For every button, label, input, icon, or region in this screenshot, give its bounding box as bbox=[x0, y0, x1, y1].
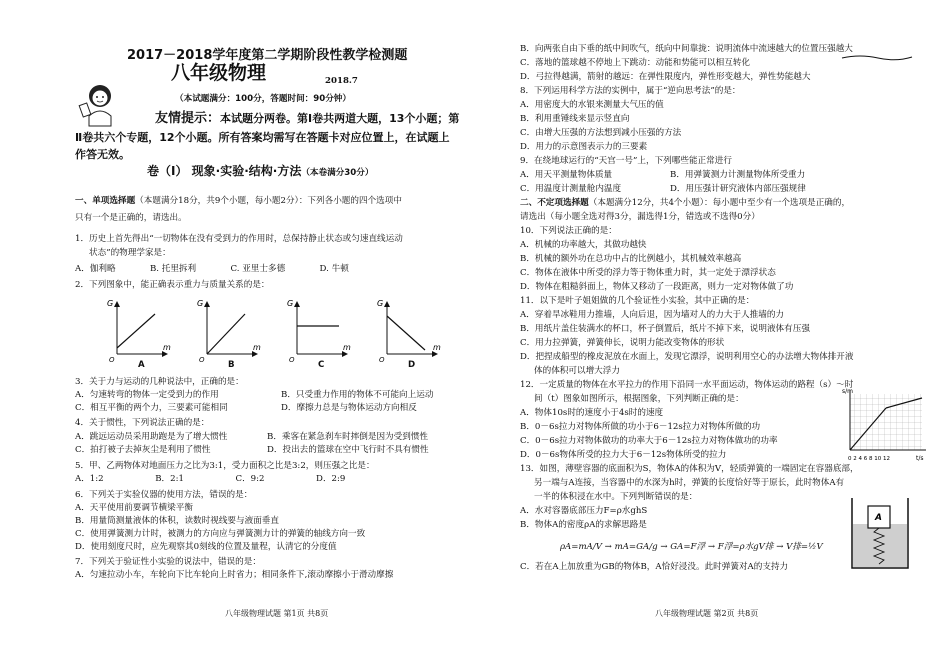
page-2-footer: 八年级物理试题 第2页 共8页 bbox=[655, 609, 759, 618]
q8-option-a: A．用密度大的水银来测量大气压的值 bbox=[520, 100, 664, 110]
graph-a-label: A bbox=[138, 360, 145, 370]
part-1-heading: 一、单项选择题（本题满分18分，共9个小题，每小题2分）：下列各小题的四个选项中 bbox=[75, 196, 402, 206]
q3-option-a: A．匀速转弯的物体一定受到力的作用 bbox=[75, 390, 219, 400]
q7-option-c: C．落地的篮球越不停地上下跳动：动能和势能可以相互转化 bbox=[520, 58, 751, 68]
graph-d bbox=[377, 299, 441, 364]
graph-b-ylabel: G bbox=[197, 299, 204, 308]
q9-option-a: A．用天平测量物体质量 bbox=[520, 170, 613, 180]
graph-c bbox=[287, 299, 351, 364]
q11-stem: 11．以下是叶子姐姐做的几个验证性小实验，其中正确的是： bbox=[520, 296, 755, 306]
q8-stem: 8．下列运用科学方法的实例中，属于“逆向思考法”的是： bbox=[520, 86, 741, 96]
q9-option-b: B．用弹簧测力计测量物体所受重力 bbox=[670, 170, 806, 180]
cartoon-girl-icon bbox=[77, 80, 123, 128]
page-2 bbox=[520, 0, 930, 650]
q10-stem: 10．下列说法正确的是： bbox=[520, 226, 617, 236]
q10-option-b: B．机械的额外功在总功中占的比例越小，其机械效率越高 bbox=[520, 254, 742, 264]
q6-option-a: A．天平使用前要调节横梁平衡 bbox=[75, 503, 193, 513]
q11-option-a: A．穿着旱冰鞋用力推墙，人向后退，因为墙对人的力大于人推墙的力 bbox=[520, 310, 785, 320]
q3-option-c: C．相互平衡的两个力，三要素可能相同 bbox=[75, 403, 228, 413]
q4-option-a: A．跳远运动员采用助跑是为了增大惯性 bbox=[75, 432, 228, 442]
q1-stem: 1．历史上首先得出“一切物体在没有受到力的作用时，总保持静止状态或匀速直线运动 bbox=[75, 234, 403, 244]
q6-stem: 6．下列关于实验仪器的使用方法，错误的是： bbox=[75, 490, 253, 500]
subject-title: 八年级物理 bbox=[171, 62, 267, 84]
q4-option-d: D．投出去的篮球在空中飞行时不具有惯性 bbox=[267, 445, 429, 455]
section-1-heading: 卷（Ⅰ） 现象·实验·结构·方法（本卷满分30分） bbox=[147, 164, 374, 178]
graph-d-label: D bbox=[408, 360, 416, 370]
q10-option-c: C．物体在液体中所受的浮力等于物体重力时，其一定处于漂浮状态 bbox=[520, 268, 776, 278]
q7-option-d: D．弓拉得越满，箭射的越远：在弹性限度内，弹性形变越大，弹性势能越大 bbox=[520, 72, 811, 82]
q7-option-a: A．匀速拉动小车，车轮向下比车轮向上时省力；相同条件下,滚动摩擦小于滑动摩擦 bbox=[75, 570, 394, 580]
container-diagram bbox=[848, 494, 912, 572]
q13-option-c: C．若在A上加放重为GB的物体B，A恰好浸没。此时弹簧对A的支持力 bbox=[520, 562, 789, 572]
graph-a bbox=[107, 299, 171, 364]
st-graph bbox=[842, 386, 930, 462]
q7-stem: 7．下列关于验证性小实验的说法中，错误的是： bbox=[75, 557, 261, 567]
part-2-desc: 请选出（每小题全选对得3分，漏选得1分，错选或不选得0分） bbox=[520, 212, 760, 222]
graph-c-ylabel: G bbox=[287, 299, 294, 308]
score-info: （本试题满分：100分，答题时间：90分钟） bbox=[175, 94, 351, 104]
graph-d-ylabel: G bbox=[377, 299, 384, 308]
tips-line-1: 友情提示：本试题分两卷。第Ⅰ卷共两道大题，13个小题；第 bbox=[155, 111, 460, 126]
q13-formula: ρA=mA/V → mA=GA/g → GA=F浮 → F浮=ρ水gV排 → V排=½V bbox=[560, 542, 823, 552]
st-graph-ticks: 0 2 4 6 8 10 12 bbox=[848, 456, 890, 462]
q11-option-d-cont: 体的体积可以增大浮力 bbox=[534, 366, 620, 376]
q2-graphs bbox=[105, 296, 465, 368]
container-block-label: A bbox=[875, 513, 882, 523]
page-1 bbox=[75, 0, 485, 650]
q10-option-a: A．机械的功率越大，其做功越快 bbox=[520, 240, 647, 250]
q12-option-c: C．0－6s拉力对物体做功的功率大于6－12s拉力对物体做功的功率 bbox=[520, 436, 778, 446]
q8-option-d: D．用力的示意图表示力的三要素 bbox=[520, 142, 648, 152]
q11-option-d: D．把捏成船型的橡皮泥放在水面上，发现它漂浮，说明利用空心的办法增大物体排开液 bbox=[520, 352, 854, 362]
page-1-footer: 八年级物理试题 第1页 共8页 bbox=[225, 609, 329, 618]
part-2-heading: 二、不定项选择题（本题满分12分，共4个小题）：每小题中至少有一个选项是正确的， bbox=[520, 198, 851, 208]
graph-b-origin: O bbox=[199, 356, 205, 364]
graph-b bbox=[197, 299, 261, 364]
q13-option-b: B．物体A的密度ρA的求解思路是 bbox=[520, 520, 647, 530]
q7-option-b: B．向两张自由下垂的纸中间吹气，纸向中间靠拢：说明流体中流速越大的位置压强越大 bbox=[520, 44, 853, 54]
graph-b-xlabel: m bbox=[253, 343, 261, 352]
exam-title: 2017－2018学年度第二学期阶段性教学检测题 bbox=[127, 48, 408, 63]
q8-option-b: B．利用重锤线来显示竖直向 bbox=[520, 114, 630, 124]
graph-c-xlabel: m bbox=[343, 343, 351, 352]
q6-option-d: D．使用刻度尺时，应先观察其0刻线的位置及量程，认清它的分度值 bbox=[75, 542, 337, 552]
handwritten-underline-icon bbox=[840, 52, 914, 62]
q13-stem-3: 一半的体积浸在水中。下列判断错误的是： bbox=[534, 492, 698, 502]
q13-stem-2: 另一端与A连接，当容器中的水深为h时，弹簧的长度恰好等于原长，此时物体A有 bbox=[534, 478, 845, 488]
q12-stem-2: 间（t）图象如图所示，根据图象，下列判断正确的是： bbox=[534, 394, 744, 404]
q2-stem: 2．下列图象中，能正确表示重力与质量关系的是： bbox=[75, 280, 270, 290]
q1-options: A．伽利略 B. 托里拆利 C. 亚里士多德 D. 牛顿 bbox=[75, 264, 349, 274]
graph-a-xlabel: m bbox=[163, 343, 171, 352]
st-graph-ylabel: s/m bbox=[842, 388, 853, 395]
q12-option-a: A．物体10s时的速度小于4s时的速度 bbox=[520, 408, 664, 418]
q1-stem-2: 状态”的物理学家是： bbox=[89, 248, 171, 258]
graph-c-origin: O bbox=[289, 356, 295, 364]
graph-d-xlabel: m bbox=[433, 343, 441, 352]
q12-stem: 12．一定质量的物体在水平拉力的作用下沿同一水平面运动，物体运动的路程（s）～时 bbox=[520, 380, 854, 390]
q6-option-c: C．使用弹簧测力计时，被测力的方向应与弹簧测力计的弹簧的轴线方向一致 bbox=[75, 529, 366, 539]
q5-options: A．1:2 B．2:1 C．9:2 D．2:9 bbox=[75, 474, 346, 484]
tips-line-2: Ⅱ卷共六个专题，12个小题。所有答案均需写在答题卡对应位置上，在试题上 bbox=[75, 131, 450, 144]
graph-d-origin: O bbox=[379, 356, 385, 364]
q13-option-a: A．水对容器底部压力F=ρ水ghS bbox=[520, 506, 648, 516]
tips-line-3: 作答无效。 bbox=[75, 148, 130, 161]
q3-option-b: B．只受重力作用的物体不可能向上运动 bbox=[281, 390, 434, 400]
part-1-desc: 只有一个是正确的，请选出。 bbox=[75, 213, 187, 223]
q9-stem: 9．在绕地球运行的“天宫一号”上，下列哪些能正常进行 bbox=[520, 156, 732, 166]
exam-date: 2018.7 bbox=[325, 76, 358, 86]
q3-stem: 3．关于力与运动的几种说法中，正确的是： bbox=[75, 377, 244, 387]
q6-option-b: B．用量筒测量液体的体积，读数时视线要与液面垂直 bbox=[75, 516, 279, 526]
graph-b-label: B bbox=[228, 360, 235, 370]
graph-c-label: C bbox=[318, 360, 325, 370]
q12-option-d: D．0－6s物体所受的拉力大于6－12s物体所受的拉力 bbox=[520, 450, 727, 460]
q10-option-d: D．物体在粗糙斜面上，物体又移动了一段距离，则力一定对物体做了功 bbox=[520, 282, 794, 292]
q3-option-d: D．摩擦力总是与物体运动方向相反 bbox=[281, 403, 417, 413]
graph-a-ylabel: G bbox=[107, 299, 114, 308]
q5-stem: 5．甲、乙两物体对地面压力之比为3:1，受力面积之比是3:2，则压强之比是： bbox=[75, 461, 375, 471]
graph-a-origin: O bbox=[109, 356, 115, 364]
q4-option-b: B．乘客在紧急刹车时摔倒是因为受到惯性 bbox=[267, 432, 429, 442]
q4-option-c: C．拍打被子去掉灰尘是利用了惯性 bbox=[75, 445, 211, 455]
q4-stem: 4．关于惯性，下列说法正确的是： bbox=[75, 418, 210, 428]
q9-option-d: D．用压强计研究液体内部压强规律 bbox=[670, 184, 806, 194]
q13-stem: 13．如图，薄壁容器的底面积为S，物体A的体积为V，轻质弹簧的一端固定在容器底部， bbox=[520, 464, 859, 474]
q11-option-c: C．用力拉弹簧，弹簧伸长，说明力能改变物体的形状 bbox=[520, 338, 725, 348]
q9-option-c: C．用温度计测量舱内温度 bbox=[520, 184, 622, 194]
q8-option-c: C．由增大压强的方法想到减小压强的方法 bbox=[520, 128, 682, 138]
q11-option-b: B．用纸片盖住装满水的杯口，杯子倒置后，纸片不掉下来，说明液体有压强 bbox=[520, 324, 810, 334]
st-graph-xlabel: t/s bbox=[916, 455, 924, 462]
q12-option-b: B．0－6s拉力对物体所做的功小于6－12s拉力对物体所做的功 bbox=[520, 422, 761, 432]
